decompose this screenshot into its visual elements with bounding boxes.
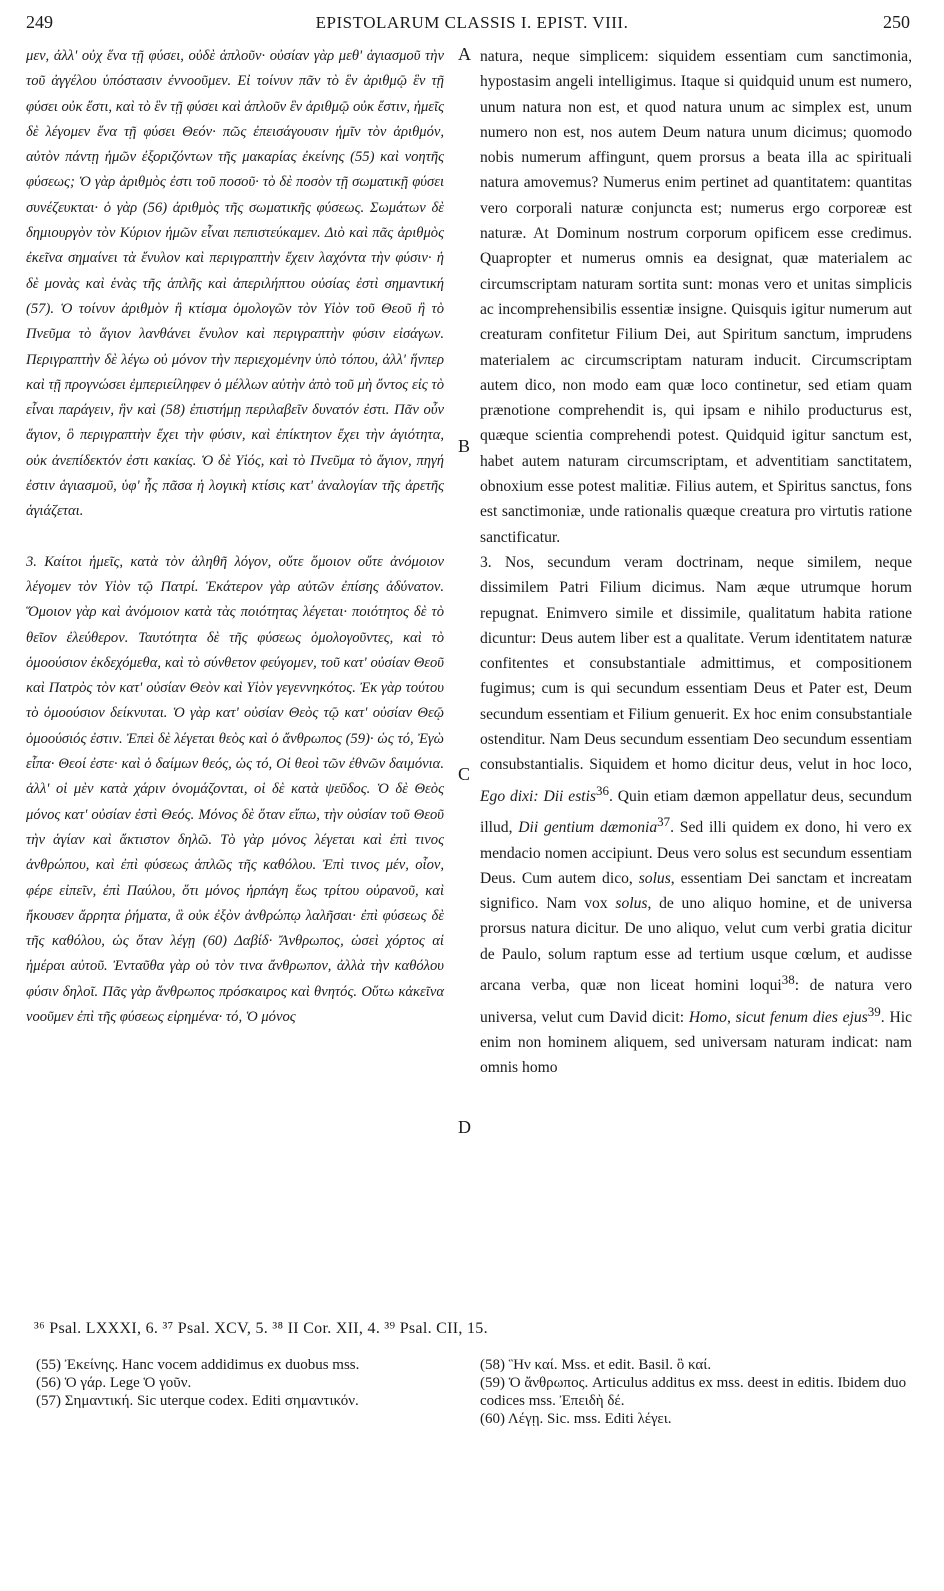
latin-paragraph-1: natura, neque simplicem: siquidem essentiam cum sanctimonia, hypostasim angeli intelligimus. Itaque si quidquid unum est numero, unum natura non est, et quod natura unum ac simplex est, unum numero non est, nos autem Deum natura unum dicimus; quomodo nobis numerum affingunt, quem prorsus a beata illa ac spirituali natura amovemus? Numerus enim pertinet ad quantitatem: quantitas vero corporali naturæ conjuncta est; numerus ergo corporeæ est naturæ. At Dominum nostrum corporum opificem esse credimus. Quapropter et numerus omnis ea designat, quæ materialem ac circumscriptam naturam sortita sunt: monas vero et unitas simplicis ac incomprehensibilis essentiæ insigne. Quisquis igitur numerum aut creaturam confitetur Filium Dei, aut Spiritum sanctum, imprudens materialem ac circumscriptam naturam inducit. Circumscriptam autem dico, non modo eam quæ loco continetur, sed etiam quam prænotione comprehendit is, qui ipsam e nihilo producturus est, quæque scientia comprehendi potest. Quidquid igitur sanctum est, habet autem naturam circumscriptam, et adventitiam sanctitatem, obnoxium esse potest malitiæ. Filius autem, et Spiritus sanctus, fons est sanctimoniæ, unde rationalis quæque creatura pro virtutis ratione sanctificatur. [480,48,912,546]
greek-paragraph-2: 3. Καίτοι ἡμεῖς, κατὰ τὸν ἀληθῆ λόγον, οὔτε ὅμοιον οὔτε ἀνόμοιον λέγομεν τὸν Υἱὸν τῷ Πατρί. Ἑκάτερον γὰρ αὐτῶν ἐπίσης ἀδύνατον. Ὅμοιον γὰρ καὶ ἀνόμοιον κατὰ τὰς ποιότητας λέγεται· ποιότητος δὲ τὸ θεῖον ἐλεύθερον. Ταυτότητα δὲ τῆς φύσεως ὁμολογοῦντες, καὶ τὸ ὁμοούσιον ἐκδεχόμεθα, καὶ τὸ σύνθετον φεύγομεν, τοῦ κατ' οὐσίαν Θεοῦ καὶ Πατρὸς τὸν κατ' οὐσίαν Θεὸν καὶ Υἱὸν γεγεννηκότος. Ἐκ γὰρ τούτου τὸ ὁμοούσιον δείκνυται. Ὁ γὰρ κατ' οὐσίαν Θεὸς τῷ κατ' οὐσίαν Θεῷ ὁμοούσιός ἐστιν. Ἐπεὶ δὲ λέγεται θεὸς καὶ ὁ ἄνθρωπος (59)· ὡς τό, Ἐγὼ εἶπα· Θεοί ἐστε· καὶ ὁ δαίμων θεός, ὡς τό, Οἱ θεοὶ τῶν ἐθνῶν δαιμόνια. ἀλλ' οἱ μὲν κατὰ χάριν ὀνομάζονται, οἱ δὲ κατὰ ψεῦδος. Ὁ δὲ Θεὸς μόνος κατ' οὐσίαν ἐστὶ Θεός. Μόνος δὲ ὅταν εἴπω, τὴν οὐσίαν τοῦ Θεοῦ τὴν ἁγίαν καὶ ἄκτιστον δηλῶ. Τὸ γὰρ μόνος λέγεται καὶ ἐπὶ τινος ἀνθρώπου, καὶ ἐπὶ φύσεως ἁπλῶς τῆς καθόλου. Ἐπὶ τινος μέν, οἷον, φέρε εἰπεῖν, ἐπὶ Παύλου, ὅτι μόνος ἡρπάγη ἕως τρίτου οὐρανοῦ, καὶ ἤκουσεν ἄρρητα ῥήματα, ἃ οὐκ ἐξὸν ἀνθρώπῳ λαλῆσαι· ἐπὶ φύσεως δὲ τῆς καθόλου, ὡς ὅταν λέγῃ (60) Δαβίδ· Ἄνθρωπος, ὡσεὶ χόρτος αἱ ἡμέραι αὐτοῦ. Ἐνταῦθα γὰρ οὐ τὸν τινα ἄνθρωπον, ἀλλὰ τὴν καθόλου φύσιν δηλοῖ. Πᾶς γὰρ ἄνθρωπος πρόσκαιρος καὶ θνητός. Οὕτω κἀκεῖνα νοοῦμεν ἐπὶ τῆς φύσεως εἰρημένα· τό, Ὁ μόνος [26,553,444,1025]
greek-column [26,44,444,1030]
scripture-quote: Homo, sicut fenum dies ejus [688,1008,868,1026]
margin-marker-c: C [458,764,471,784]
note-ref: 36 [596,782,609,798]
scripture-references: ³⁶ Psal. LXXXI, 6. ³⁷ Psal. XCV, 5. ³⁸ II Cor. XII, 4. ³⁹ Psal. CII, 15. [34,1320,488,1337]
note-ref: 39 [867,1003,881,1019]
emphasis: solus [615,895,648,913]
page-header [0,12,944,42]
footnote: (57) Σημαντική. Sic uterque codex. Editi σημαντικόν. [36,1393,359,1409]
running-title: EPISTOLARUM CLASSIS I. EPIST. VIII. [315,13,629,32]
margin-marker-d: D [458,1117,471,1137]
note-ref: 38 [781,972,795,988]
scripture-quote: Dii gentium dæmonia [518,819,658,837]
latin-text: : de natura vero universa, velut cum David dicit: [480,977,912,1026]
latin-text: 3. Nos, secundum veram doctrinam, neque similem, neque dissimilem Patri Filium dicimus. Nam æque utrumque horum repugnat. Enimvero simile et dissimile, qualitatum habita ratione dicuntur: Deus autem liber est a qualitate. Verum identitatem naturæ confitentes et consubstantiale admittimus, et compositionem fugimus; cum is qui secundum essentiam Deus et Pater est, Deum secundum essentiam et Filium genuerit. Ex hoc enim consubstantiale ostenditur. Nam Deus secundum essentiam Deo secundum essentiam consubstantialis. Siquidem et homo dicitur deus, velut in hoc loco, [480,553,912,774]
emphasis: solus [638,869,671,887]
footnote: (60) Λέγῃ. Sic. mss. Editi λέγει. [480,1411,672,1427]
page-number-right: 250 [883,12,910,32]
latin-text: , essentiam Dei sanctam et increatam significo. Nam vox [480,869,912,913]
latin-column [480,44,912,1081]
footnote: (58) Ἣν καί. Mss. et edit. Basil. ὃ καί. [480,1357,712,1373]
note-ref: 37 [657,814,671,830]
latin-text: . Hic enim non hominem aliquem, sed universam naturam indicat: nam omnis homo [480,1008,912,1077]
margin-marker-a: A [458,44,471,64]
latin-text: . Quin etiam dæmon appellatur deus, secundum illud, [480,787,912,837]
footnote: (59) Ὁ ἄνθρωπος. Articulus additus ex mss. deest in editis. Ibidem duo codices mss. Ἐπειδὴ δέ. [480,1375,907,1409]
footnote: (56) Ὁ γάρ. Lege Ὁ γοῦν. [36,1375,192,1391]
footnote: (55) Ἐκείνης. Hanc vocem addidimus ex duobus mss. [36,1357,360,1373]
latin-paragraph-2 [480,550,912,1081]
greek-paragraph-1: μεν, ἀλλ' οὐχ ἕνα τῇ φύσει, οὐδὲ ἁπλοῦν· οὐσίαν γὰρ μεθ' ἁγιασμοῦ τὴν τοῦ ἀγγέλου ὑπόστασιν ἐννοοῦμεν. Εἰ τοίνυν πᾶν τὸ ἓν ἀριθμῷ ἓν τῇ φύσει οὐκ ἔστι, καὶ τὸ ἓν τῇ φύσει καὶ ἁπλοῦν ἓν ἀριθμῷ οὐκ ἔστιν, ἡμεῖς δὲ λέγομεν ἕνα τῇ φύσει Θεόν· πῶς ἐπεισάγουσιν ἡμῖν τὸν ἀριθμόν, αὐτὸν πάντῃ ἡμῶν ἐξοριζόντων τῆς μακαρίας ἐκείνης (55) καὶ νοητῆς φύσεως; Ὁ γὰρ ἀριθμὸς ἐστι τοῦ ποσοῦ· τὸ δὲ ποσὸν τῇ σωματικῇ φύσει συνέζευκται· ὁ γὰρ (56) ἀριθμὸς τῆς σωματικῆς φύσεως. Σωμάτων δὲ δημιουργὸν τὸν Κύριον ἡμῶν εἶναι πεπιστεύκαμεν. Διὸ καὶ πᾶς ἀριθμὸς ἐκεῖνα σημαίνει τὰ ἔνυλον καὶ περιγραπτὴν ἔχειν λαχόντα τὴν φύσιν· ἡ δὲ μονὰς καὶ ἑνὰς τῆς ἁπλῆς καὶ ἀπεριλήπτου οὐσίας ἐστὶ σημαντική (57). Ὁ τοίνυν ἀριθμὸν ἢ κτίσμα ὁμολογῶν τὸν Υἱὸν τοῦ Θεοῦ ἢ τὸ Πνεῦμα τὸ ἅγιον λανθάνει ἔνυλον καὶ περιγραπτὴν φύσιν εἰσάγων. Περιγραπτὴν δὲ λέγω οὐ μόνον τὴν περιεχομένην ὑπὸ τόπου, ἀλλ' ἥνπερ καὶ τῇ προγνώσει ἐμπεριείληφεν ὁ μέλλων αὐτὴν ἀπὸ τοῦ μὴ ὄντος εἰς τὸ εἶναι παράγειν, ἣν καὶ (58) ἐπιστήμῃ περιλαβεῖν δυνατόν ἐστι. Πᾶν οὖν ἅγιον, ὃ περιγραπτὴν ἔχει τὴν φύσιν, καὶ ἐπίκτητον ἔχει τὴν ἁγιότητα, οὐκ ἀνεπίδεκτόν ἐστι κακίας. Ὁ δὲ Υἱός, καὶ τὸ Πνεῦμα τὸ ἅγιον, πηγή ἐστιν ἁγιασμοῦ, ὑφ' ἧς πᾶσα ἡ λογικὴ κτίσις κατ' ἀναλογίαν τῆς ἀρετῆς ἁγιάζεται. [26,48,444,520]
footnotes-left [36,1356,446,1410]
scripture-quote: Ego dixi: Dii estis [480,787,596,805]
page-number-left: 249 [26,12,53,32]
footnotes-right [480,1356,910,1428]
latin-text: . Sed illi quidem ex dono, hi vero ex mendacio nomen accipiunt. Deus vero solus est secundum essentiam Deus. Cum autem dico, [480,819,912,887]
margin-marker-b: B [458,436,471,456]
latin-text: , de uno aliquo homine, et de universa prorsus natura dicitur. De uno aliquo, velut cum verbi gratia dicitur de Paulo, solum raptum esse ad tertium usque cœlum, et audisse arcana verba, quæ non liceat homini loqui [480,895,913,995]
